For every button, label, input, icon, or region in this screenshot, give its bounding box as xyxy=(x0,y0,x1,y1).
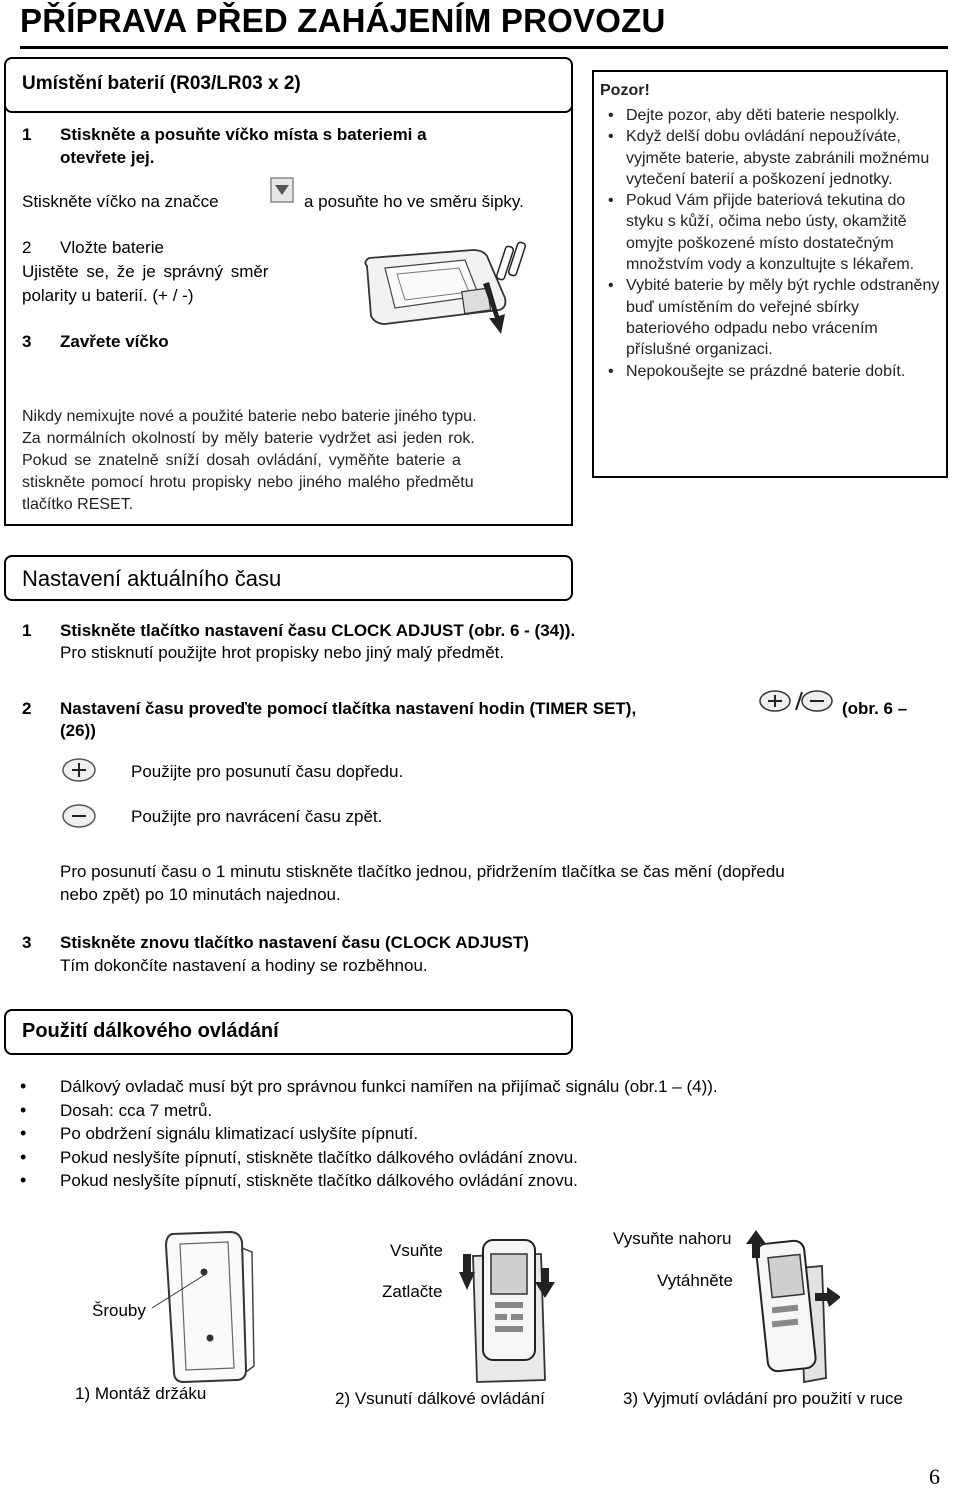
step3-title: Zavřete víčko xyxy=(60,332,169,351)
time-step3-bold: Stiskněte znovu tlačítko nastavení času (CLOCK ADJUST) xyxy=(60,933,529,952)
time-step2-bold-a: Nastavení času proveďte pomocí tlačítka nastavení hodin (TIMER SET), xyxy=(60,699,637,718)
time-step2-bold-c: (26)) xyxy=(60,721,96,740)
warning-item: • Pokud Vám přijde bateriová tekutina do styku s kůží, očima nebo ústy, okamžitě omyjte poškozené místo dostatečným množstvím vody a konzultujte s lékařem. xyxy=(600,190,940,275)
minus-text: Použijte pro navrácení času zpět. xyxy=(131,807,383,826)
note-line5: tlačítko RESET. xyxy=(22,496,134,513)
label-slide-up: Vysuňte nahoru xyxy=(613,1229,732,1248)
press-text-a: Stiskněte víčko na značce xyxy=(22,192,219,211)
time-step2-number: 2 xyxy=(22,699,32,718)
screw-leader-line xyxy=(150,1270,210,1310)
battery-heading: Umístění baterií (R03/LR03 x 2) xyxy=(22,73,301,94)
plus-button-icon xyxy=(60,756,98,784)
time-step2-bold-b: (obr. 6 – xyxy=(842,699,908,718)
note-line1: Nikdy nemixujte nové a použité baterie nebo baterie jiného typu. xyxy=(22,408,477,425)
battery-heading-box xyxy=(4,57,573,113)
remove-remote-illustration xyxy=(740,1228,840,1392)
label-slide: Vsuňte xyxy=(390,1241,443,1260)
remote-list-item: • Pokud neslyšíte pípnutí, stiskněte tlačítko dálkového ovládání znovu. xyxy=(0,1146,940,1170)
step3-number: 3 xyxy=(22,332,32,351)
time-step3-text: Tím dokončíte nastavení a hodiny se rozběhnou. xyxy=(60,956,428,975)
title-rule xyxy=(20,46,948,49)
caption-2: 2) Vsunutí dálkové ovládání xyxy=(335,1389,545,1408)
note-line3: Pokud se znatelně sníží dosah ovládání, vyměňte baterie a xyxy=(22,452,461,469)
warning-panel xyxy=(592,70,948,478)
time-step1-number: 1 xyxy=(22,621,32,640)
time-step3-number: 3 xyxy=(22,933,32,952)
step2-line2: polarity u baterií. (+ / -) xyxy=(22,286,194,305)
step2-number: 2 xyxy=(22,238,32,257)
label-pull: Vytáhněte xyxy=(657,1271,733,1290)
remote-list-item: • Dálkový ovladač musí být pro správnou funkci namířen na přijímač signálu (obr.1 – (4)). xyxy=(0,1075,940,1099)
time-para-line1: Pro posunutí času o 1 minutu stiskněte tlačítko jednou, přidržením tlačítka se čas mění (dopředu xyxy=(60,862,785,881)
remote-list xyxy=(0,1075,940,1193)
remote-list-item: • Pokud neslyšíte pípnutí, stiskněte tlačítko dálkového ovládání znovu. xyxy=(0,1169,940,1193)
time-step1-text: Pro stisknutí použijte hrot propisky nebo jiný malý předmět. xyxy=(60,643,505,662)
warning-title: Pozor! xyxy=(600,82,650,99)
label-push: Zatlačte xyxy=(382,1282,443,1301)
remote-heading: Použití dálkového ovládání xyxy=(22,1020,279,1042)
plus-text: Použijte pro posunutí času dopředu. xyxy=(131,762,404,781)
warning-item: • Vybité baterie by měly být rychle odstraněny buď umístěním do veřejné sbírky bateriového odpadu nebo vrácením příslušné organizaci. xyxy=(600,275,940,360)
plus-minus-buttons-icon xyxy=(758,688,834,714)
caption-1: 1) Montáž držáku xyxy=(75,1384,207,1403)
caption-3: 3) Vyjmutí ovládání pro použití v ruce xyxy=(623,1389,904,1408)
time-step1-bold: Stiskněte tlačítko nastavení času CLOCK ADJUST (obr. 6 - (34)). xyxy=(60,621,576,640)
remote-heading-box xyxy=(4,1009,573,1055)
warning-item: • Nepokoušejte se prázdné baterie dobít. xyxy=(600,361,940,382)
step1-number: 1 xyxy=(22,125,32,144)
cover-mark-icon xyxy=(270,177,294,203)
label-screws: Šrouby xyxy=(92,1301,146,1320)
step2-title: Vložte baterie xyxy=(60,238,164,257)
note-line2: Za normálních okolností by měly baterie vydržet asi jeden rok. xyxy=(22,430,475,447)
step2-line1: Ujistěte se, že je správný směr xyxy=(22,262,269,281)
warning-item: • Dejte pozor, aby děti baterie nespolkly. xyxy=(600,105,940,126)
minus-button-icon xyxy=(60,802,98,830)
page-number: 6 xyxy=(929,1464,940,1489)
warning-list xyxy=(600,105,940,382)
time-heading-box xyxy=(4,555,573,601)
note-line4: stiskněte pomocí hrotu propisky nebo jiného malého předmětu xyxy=(22,474,474,491)
page-title: PŘÍPRAVA PŘED ZAHÁJENÍM PROVOZU xyxy=(20,2,666,39)
remote-battery-illustration xyxy=(355,238,530,338)
time-heading: Nastavení aktuálního času xyxy=(22,566,282,591)
press-text-b: a posuňte ho ve směru šipky. xyxy=(304,192,524,211)
time-para-line2: nebo zpět) po 10 minutách najednou. xyxy=(60,885,341,904)
remote-list-item: • Dosah: cca 7 metrů. xyxy=(0,1099,940,1123)
step1-line1: Stiskněte a posuňte víčko místa s bateriemi a xyxy=(60,125,427,144)
insert-remote-illustration xyxy=(455,1232,565,1392)
step1-line2: otevřete jej. xyxy=(60,148,155,167)
warning-item: • Když delší dobu ovládání nepoužíváte, vyjměte baterie, abyste zabránili možnému vytečení baterií a poškození jednotky. xyxy=(600,126,940,190)
remote-list-item: • Po obdržení signálu klimatizací uslyšíte pípnutí. xyxy=(0,1122,940,1146)
